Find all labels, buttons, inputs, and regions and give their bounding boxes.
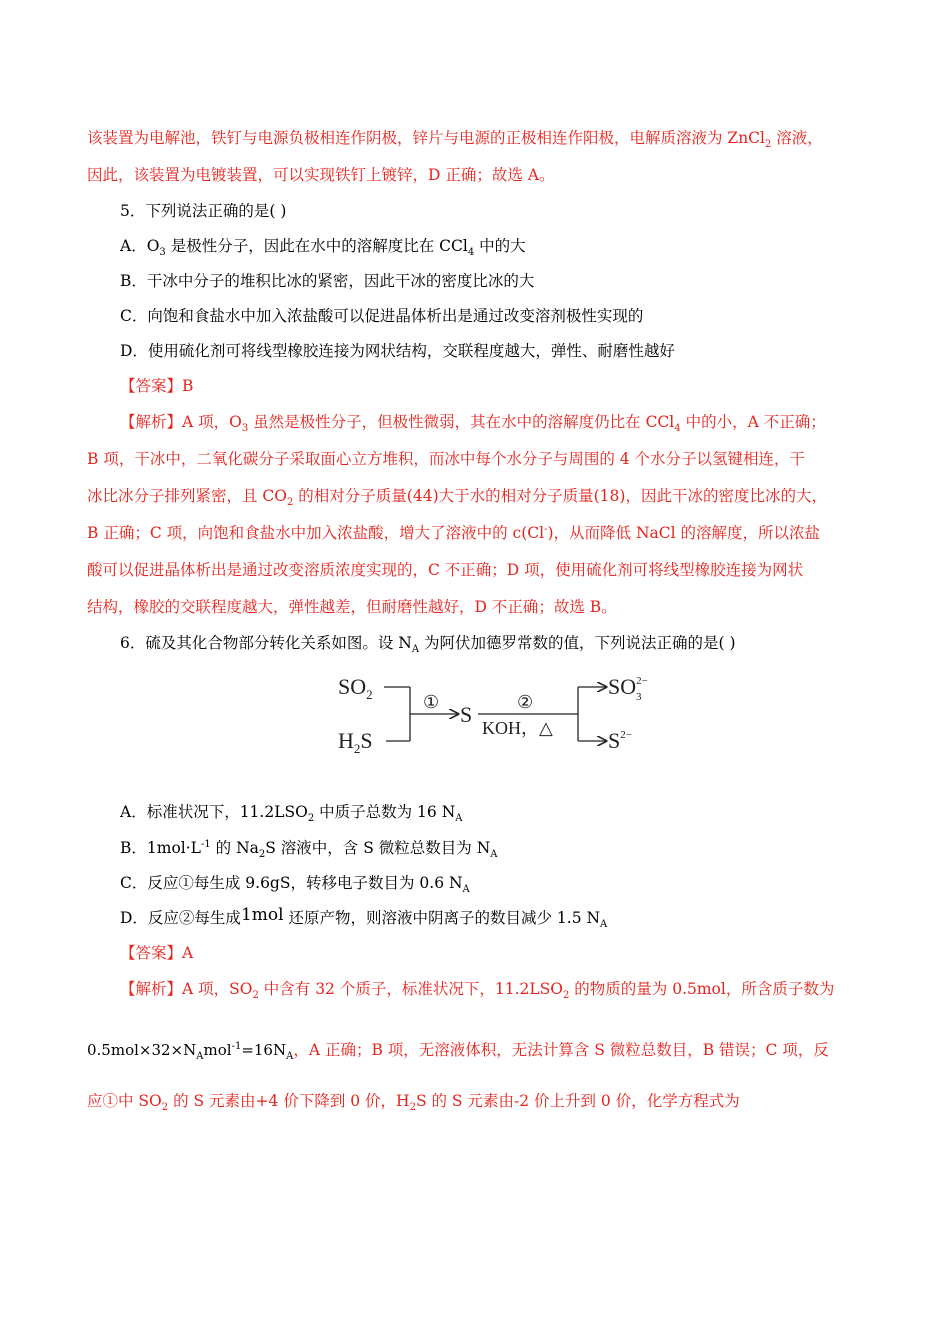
q5-analysis-line-2: B 项，干冰中，二氧化碳分子采取面心立方堆积，而冰中每个水分子与周围的 4 个水分子以氢键相连，干 [87,450,806,468]
q6-analysis-line-2: $0.5mol\times 32\times N_Amol^{-1}=16N_A$，A 正确；B 项，无溶液体积，无法计算含 S 微粒总数目，B 错误；C 项，反 [87,1041,829,1062]
q6-option-d: D．反应②每生成1mol 还原产物，则溶液中阴离子的数目减少 1.5 $N_A$ [120,905,608,931]
q5-analysis-line-3: 冰比冰分子排列紧密，且 $CO_2$ 的相对分子质量(44)大于水的相对分子质量(18)，因此干冰的密度比冰的大， [87,487,827,509]
sulfur-conversion-diagram [330,668,670,760]
q6-answer: 【答案】A [120,944,194,962]
diagram-sulfide-label: $S^{2-}$ [608,728,632,753]
q5-analysis-line-1: 【解析】A 项，$O_3$ 虽然是极性分子，但极性微弱，其在水中的溶解度仍比在 CCl$_4$ 中的小，A 不正确； [120,413,826,435]
q6-analysis-line-3: 应①中 $SO_2$ 的 S 元素由+4 价下降到 0 价，$H_2S$ 的 S 元素由-2 价上升到 0 价，化学方程式为 [87,1092,740,1114]
q6-option-c: C．反应①每生成 9.6gS，转移电子数目为 0.6 $N_A$ [120,874,470,896]
diagram-sulfite-sub: 3 [636,691,642,703]
prev-analysis-line-2: 因此，该装置为电镀装置，可以实现铁钉上镀锌，D 正确；故选 A。 [87,166,555,184]
prev-analysis-line-1: 该装置为电解池，铁钉与电源负极相连作阴极，锌片与电源的正极相连作阳极，电解质溶液为 ZnCl$_2$ 溶液， [87,129,823,151]
q5-analysis-line-4: B 正确；C 项，向饱和食盐水中加入浓盐酸，增大了溶液中的 c(Cl-)，从而降低 NaCl 的溶解度，所以浓盐 [87,523,820,542]
q5-analysis-line-6: 结构，橡胶的交联程度越大，弹性越差，但耐磨性越好，D 不正确；故选 B。 [87,598,617,616]
q5-stem: 5．下列说法正确的是( ) [120,202,287,220]
diagram-condition: KOH，△ [482,718,553,738]
diagram-step-2: ② [517,692,534,712]
q6-option-b: B．$1mol\cdot L^{-1}$ 的 $Na_2S$ 溶液中，含 S 微粒总数目为 $N_A$ [120,838,498,861]
diagram-s-label: S [460,702,473,727]
diagram-step-1: ① [423,692,440,712]
q5-option-c: C．向饱和食盐水中加入浓盐酸可以促进晶体析出是通过改变溶剂极性实现的 [120,307,644,325]
q6-stem: 6．硫及其化合物部分转化关系如图。设 $N_A$ 为阿伏加德罗常数的值，下列说法正确的是( ) [120,634,736,656]
diagram-so2-label: $SO_2$ [338,674,373,702]
q6-option-a: A．标准状况下，$11.2LSO_2$ 中质子总数为 16 $N_A$ [120,803,463,825]
diagram-sulfite-label: $SO^{2-}$ [608,674,648,699]
diagram-h2s-label: $H_2S$ [338,728,373,756]
q5-analysis-line-5: 酸可以促进晶体析出是通过改变溶质浓度实现的，C 不正确；D 项，使用硫化剂可将线型橡胶连接为网状 [87,561,804,579]
q5-option-b: B．干冰中分子的堆积比冰的紧密，因此干冰的密度比冰的大 [120,272,535,290]
q5-answer: 【答案】B [120,377,194,395]
q6-analysis-line-1: 【解析】A 项，$SO_2$ 中含有 32 个质子，标准状况下，$11.2LSO_2$ 的物质的量为 0.5mol，所含质子数为 [120,980,835,1002]
q6-formula: $0.5mol\times 32\times N_Amol^{-1}=16N_A$ [87,1041,294,1062]
q5-option-a: A．$O_3$ 是极性分子，因此在水中的溶解度比在 CCl$_4$ 中的大 [120,237,526,259]
q5-option-d: D．使用硫化剂可将线型橡胶连接为网状结构，交联程度越大，弹性、耐磨性越好 [120,342,675,360]
